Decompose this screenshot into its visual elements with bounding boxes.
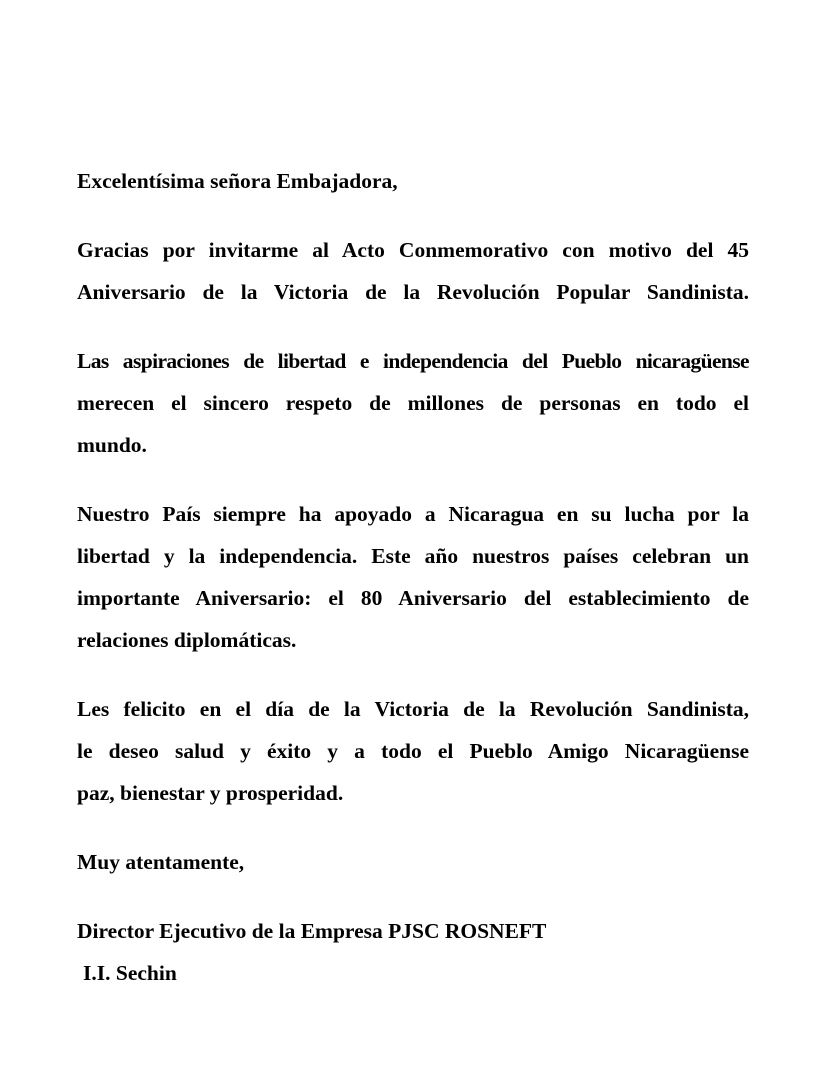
closing xyxy=(77,841,749,883)
paragraph-line: Aniversario de la Victoria de la Revolución Popular Sandinista. xyxy=(77,280,749,304)
paragraph-line: Nuestro País siempre ha apoyado a Nicaragua en su lucha por la xyxy=(77,502,749,526)
spacer xyxy=(77,202,749,229)
paragraph-line: Las aspiraciones de libertad e independencia del Pueblo nicaragüense xyxy=(77,349,749,373)
spacer xyxy=(77,313,749,340)
letter-body xyxy=(77,160,749,994)
paragraph-aspirations xyxy=(77,340,749,466)
paragraph-line: libertad y la independencia. Este año nuestros países celebran un xyxy=(77,544,749,568)
paragraph-line: paz, bienestar y prosperidad. xyxy=(77,781,344,805)
paragraph-line: relaciones diplomáticas. xyxy=(77,628,297,652)
spacer xyxy=(77,466,749,493)
salutation-text: Excelentísima señora Embajadora, xyxy=(77,169,398,193)
paragraph-line: le deseo salud y éxito y a todo el Pueblo Amigo Nicaragüense xyxy=(77,739,749,763)
paragraph-line: Gracias por invitarme al Acto Conmemorativo con motivo del 45 xyxy=(77,238,749,262)
paragraph-line: importante Aniversario: el 80 Aniversario del establecimiento de xyxy=(77,586,749,610)
closing-text: Muy atentamente, xyxy=(77,850,245,874)
paragraph-line: mundo. xyxy=(77,433,147,457)
paragraph-support xyxy=(77,493,749,661)
signature-title: Director Ejecutivo de la Empresa PJSC ROSNEFT xyxy=(77,919,547,943)
spacer xyxy=(77,661,749,688)
paragraph-line: merecen el sincero respeto de millones de personas en todo el xyxy=(77,391,749,415)
signature-block xyxy=(77,910,749,994)
spacer xyxy=(77,814,749,841)
paragraph-congratulations xyxy=(77,688,749,814)
spacer xyxy=(77,883,749,910)
salutation xyxy=(77,160,749,202)
signature-name: I.I. Sechin xyxy=(83,961,177,985)
paragraph-line: Les felicito en el día de la Victoria de la Revolución Sandinista, xyxy=(77,697,749,721)
paragraph-invitation xyxy=(77,229,749,313)
